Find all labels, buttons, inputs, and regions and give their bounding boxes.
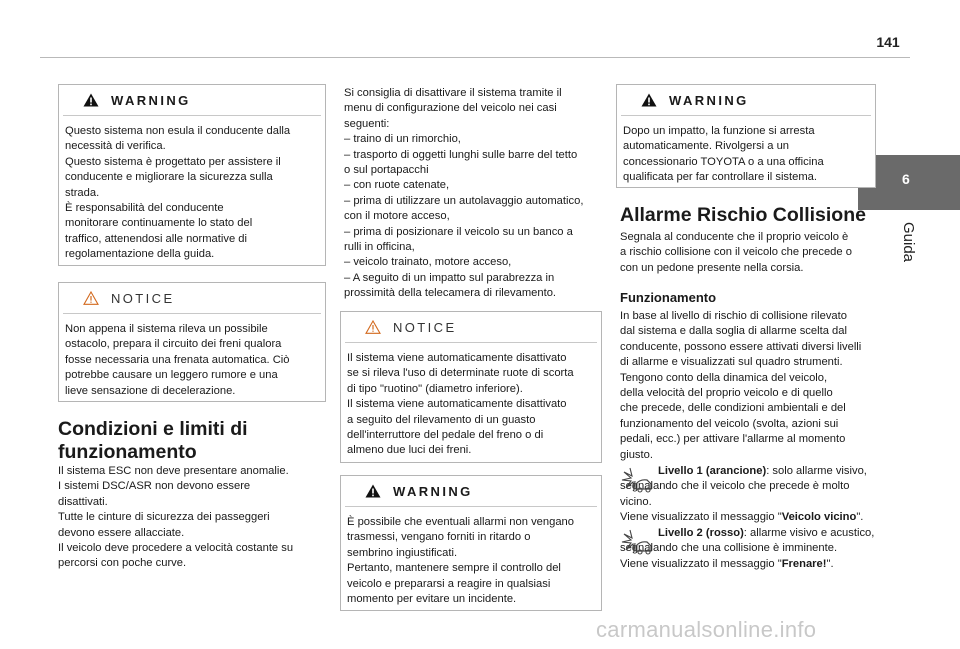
level-2-message-prefix: Viene visualizzato il messaggio " — [620, 557, 782, 570]
notice-triangle-icon — [83, 291, 99, 305]
level-1-description: : solo allarme visivo, segnalando che il veicolo che precede è molto vicino. — [620, 465, 867, 508]
section-intro-collision-alert: Segnala al conducente che il proprio veicolo è a rischio collisione con il veicolo che precede o con un pedone presente nella corsia. — [620, 231, 852, 274]
warning-title: WARNING — [393, 483, 473, 499]
warning-text: Dopo un impatto, la funzione si arresta automaticamente. Rivolgersi a un concessionario TOYOTA o a una officina qualificata per far controllare il sistema. — [623, 125, 824, 184]
level-1-message-suffix: ". — [856, 511, 864, 524]
notice-title: NOTICE — [393, 319, 457, 335]
subsection-title-operation: Funzionamento — [620, 290, 717, 305]
watermark: carmanualsonline.info — [596, 617, 817, 642]
warning-box-2 — [340, 475, 602, 611]
warning-triangle-icon — [83, 93, 99, 107]
level-2-message-suffix: ". — [826, 557, 834, 570]
collision-alert-orange-icon — [620, 466, 654, 501]
chapter-label: Guida — [900, 222, 917, 263]
notice-text: Il sistema viene automaticamente disattivato se si rileva l'uso di determinate ruote di scorta di tipo "ruotino" (diametro inferiore). Il sistema viene automaticamente disattivato a seguito del rilevamento di un guasto dell'interruttore del pedale del freno o di almeno due luci dei freni. — [347, 352, 574, 457]
warning-box-3 — [616, 84, 876, 188]
level-2-message: Frenare! — [781, 557, 827, 570]
level-2-description: : allarme visivo e acustico, segnalando che una collisione è imminente. — [620, 527, 875, 555]
page-number: 141 — [876, 34, 900, 50]
chapter-number: 6 — [902, 171, 910, 187]
warning-triangle-icon — [641, 93, 657, 107]
subsection-body-operation: In base al livello di rischio di collisione rilevato dal sistema e dalla soglia di allarme scelta dal conducente, possono essere attivati diversi livelli di allarme e visualizzati sul quadro strumenti. Tengono conto della dinamica del veicolo, della velocità del proprio veicolo e di quello che precede, delle condizioni ambientali e del funzionamento del veicolo (svolta, azioni sui pedali, ecc.) per attivare l'allarme al momento giusto. — [620, 310, 862, 461]
section-title-conditions: Condizioni e limiti di funzionamento — [58, 418, 248, 463]
notice-triangle-icon — [365, 320, 381, 334]
section-title-collision-alert: Allarme Rischio Collisione — [620, 204, 866, 226]
collision-alert-red-icon — [620, 528, 654, 563]
deactivation-list: Si consiglia di disattivare il sistema tramite il menu di configurazione del veicolo nei casi seguenti: – traino di un rimorchio, – trasporto di oggetti lunghi sulle barre del tetto o sul portapacchi – con ruote catenate, – prima di utilizzare un autolavaggio automatico, con il motore acceso, – prima di posizionare il veicolo su un banco a rulli in officina, – veicolo trainato, motore acceso, – A seguito di un impatto sul parabrezza in prossimità della telecamera di rilevamento. — [344, 87, 584, 300]
warning-triangle-icon — [365, 484, 381, 498]
notice-box-2 — [340, 311, 602, 463]
level-2-label: Livello 2 (rosso) — [658, 527, 744, 539]
warning-box-1 — [58, 84, 326, 266]
header-divider — [40, 57, 910, 58]
section-body-conditions: Il sistema ESC non deve presentare anomalie. I sistemi DSC/ASR non devono essere disattivati. Tutte le cinture di sicurezza dei passeggeri devono essere allacciate. Il veicolo deve procedere a velocità costante su percorsi con poche curve. — [58, 465, 294, 570]
notice-box-1 — [58, 282, 326, 402]
notice-title: NOTICE — [111, 290, 175, 306]
alert-level-1 — [620, 464, 882, 526]
warning-title: WARNING — [669, 92, 749, 108]
level-1-message: Veicolo vicino — [781, 511, 857, 524]
level-1-label: Livello 1 (arancione) — [658, 465, 767, 477]
warning-title: WARNING — [111, 92, 191, 108]
warning-text: Questo sistema non esula il conducente dalla necessità di verifica. Questo sistema è progettato per assistere il conducente e migliorare la sicurezza sulla strada. È responsabilità del conducente monitorare continuamente lo stato del traffico, attenendosi alle normative di regolamentazione della guida. — [65, 125, 291, 261]
notice-text: Non appena il sistema rileva un possibile ostacolo, prepara il circuito dei freni qualora fosse necessaria una frenata automatica. Ciò potrebbe causare un leggero rumore e una lieve sensazione di decelerazione. — [65, 323, 290, 397]
alert-level-2 — [620, 526, 882, 572]
level-1-message-prefix: Viene visualizzato il messaggio " — [620, 511, 782, 524]
warning-text: È possibile che eventuali allarmi non vengano trasmessi, vengano forniti in ritardo o sembrino ingiustificati. Pertanto, mantenere sempre il controllo del veicolo e prepararsi a reagire in qualsiasi momento per evitare un incidente. — [347, 516, 575, 606]
